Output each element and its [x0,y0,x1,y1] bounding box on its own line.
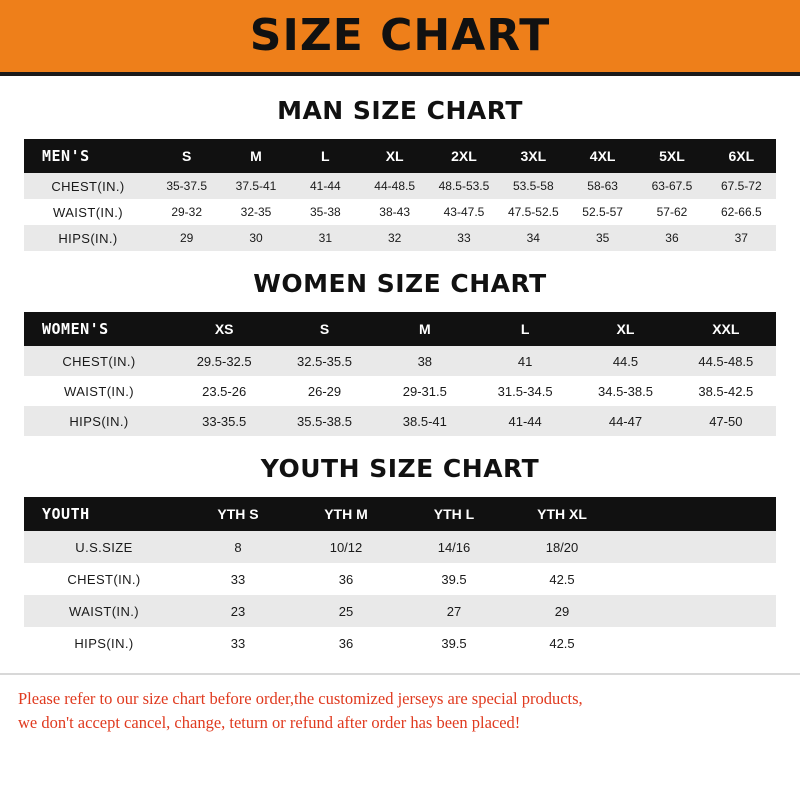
cell: 53.5-58 [512,179,554,193]
cell: 62-66.5 [720,205,762,219]
cell: 31.5-34.5 [497,383,553,399]
cell: 57-62 [656,205,688,219]
cell: 23.5-26 [202,383,247,399]
row-label: HIPS(IN.) [69,413,129,429]
cell: 35 [595,231,610,245]
cell: 39.5 [441,635,467,651]
cell: 25 [338,603,354,619]
column-header: S [181,148,192,164]
cell: 33 [230,571,246,587]
table-row [24,563,776,595]
table-header-row [24,497,776,531]
cell: 32 [387,231,402,245]
column-header: WOMEN'S [42,320,109,338]
women-section-title: WOMEN SIZE CHART [253,269,547,298]
man-section-title: MAN SIZE CHART [277,96,523,125]
table-row [24,406,776,436]
row-label: HIPS(IN.) [58,230,118,246]
column-header: L [520,321,530,337]
column-header-spacer [616,497,776,531]
page-header [0,0,800,76]
cell: 38.5-42.5 [698,383,754,399]
cell: 33 [230,635,246,651]
cell: 43-47.5 [443,205,485,219]
cell: 41-44 [508,413,542,429]
column-header: L [321,148,330,164]
table-row [24,225,776,251]
column-header: M [418,321,431,337]
column-header: XXL [712,321,740,337]
cell: 41-44 [309,179,341,193]
cell: 41 [517,353,533,369]
cell: 35-37.5 [166,179,208,193]
column-header: XL [616,321,635,337]
cell: 47-50 [709,413,743,429]
cell: 44-47 [608,413,643,429]
cell: 33-35.5 [202,413,247,429]
cell: 39.5 [441,571,467,587]
row-label: WAIST(IN.) [64,383,134,399]
column-header: S [319,321,330,337]
table-header-row [24,139,776,173]
cell: 42.5 [549,635,575,651]
cell: 37.5-41 [235,179,277,193]
cell: 33 [457,231,471,245]
column-header: YTH XL [537,506,587,522]
table-row [24,531,776,563]
policy-note-line-1: Please refer to our size chart before order,the customized jerseys are special products, [18,689,583,708]
table-row [24,173,776,199]
cell: 32-35 [240,205,272,219]
cell: 31 [318,231,332,245]
column-header: MEN'S [42,147,90,165]
cell: 27 [446,603,462,619]
table-row [24,199,776,225]
cell: 48.5-53.5 [438,179,490,193]
row-label: CHEST(IN.) [67,571,141,587]
cell: 42.5 [549,571,575,587]
table-row [24,627,776,659]
row-label: HIPS(IN.) [74,635,134,651]
row-label: CHEST(IN.) [62,353,136,369]
cell: 32.5-35.5 [297,353,352,369]
cell: 44.5 [612,353,639,369]
youth-section-title: YOUTH SIZE CHART [260,454,540,483]
cell: 35-38 [309,205,341,219]
row-label: WAIST(IN.) [69,603,139,619]
cell: 44.5-48.5 [698,353,754,369]
cell: 30 [249,231,263,245]
column-header: YTH S [217,506,259,522]
cell: 29 [179,231,194,245]
cell-spacer [616,627,776,659]
women-size-section [0,251,800,436]
women-size-table [24,312,776,436]
table-row [24,595,776,627]
cell: 14/16 [437,539,471,555]
cell: 23 [230,603,246,619]
column-header: 5XL [659,148,685,164]
page-title: SIZE CHART [249,10,551,61]
cell: 58-63 [587,179,618,193]
column-header: 4XL [589,148,616,164]
cell: 44-48.5 [374,179,415,193]
table-row [24,346,776,376]
youth-size-table [24,497,776,659]
column-header: 3XL [520,148,547,164]
cell: 29.5-32.5 [196,353,252,369]
cell: 38 [417,353,433,369]
column-header: XS [214,321,234,337]
policy-note-line-2: we don't accept cancel, change, teturn or refund after order has been placed! [18,712,521,732]
cell: 29-31.5 [402,383,447,399]
cell: 35.5-38.5 [297,413,352,429]
cell: 8 [234,539,242,555]
cell: 26-29 [307,383,342,399]
column-header: YTH M [324,506,368,522]
table-header-row [24,312,776,346]
row-label: CHEST(IN.) [51,178,125,194]
man-size-section [0,76,800,251]
cell: 52.5-57 [582,205,623,219]
cell-spacer [616,563,776,595]
cell-spacer [616,531,776,563]
column-header: 2XL [451,148,477,164]
cell: 29-32 [171,205,203,219]
cell: 29 [554,603,570,619]
cell: 37 [734,231,748,245]
column-header: M [250,148,262,164]
cell: 38-43 [379,205,410,219]
row-label: WAIST(IN.) [53,204,123,220]
column-header: YOUTH [42,505,90,523]
table-row [24,376,776,406]
cell: 36 [665,231,679,245]
cell-spacer [616,595,776,627]
row-label: U.S.SIZE [75,539,133,555]
cell: 63-67.5 [651,179,693,193]
column-header: 6XL [728,148,755,164]
youth-size-section [0,436,800,659]
column-header: XL [385,148,404,164]
cell: 36 [338,635,354,651]
cell: 18/20 [545,539,579,555]
cell: 34.5-38.5 [598,383,653,399]
column-header: YTH L [433,506,475,522]
cell: 36 [338,571,354,587]
cell: 10/12 [329,539,363,555]
man-size-table [24,139,776,251]
cell: 47.5-52.5 [507,205,559,219]
policy-note [0,673,800,735]
cell: 34 [526,231,540,245]
cell: 67.5-72 [720,179,762,193]
cell: 38.5-41 [402,413,447,429]
